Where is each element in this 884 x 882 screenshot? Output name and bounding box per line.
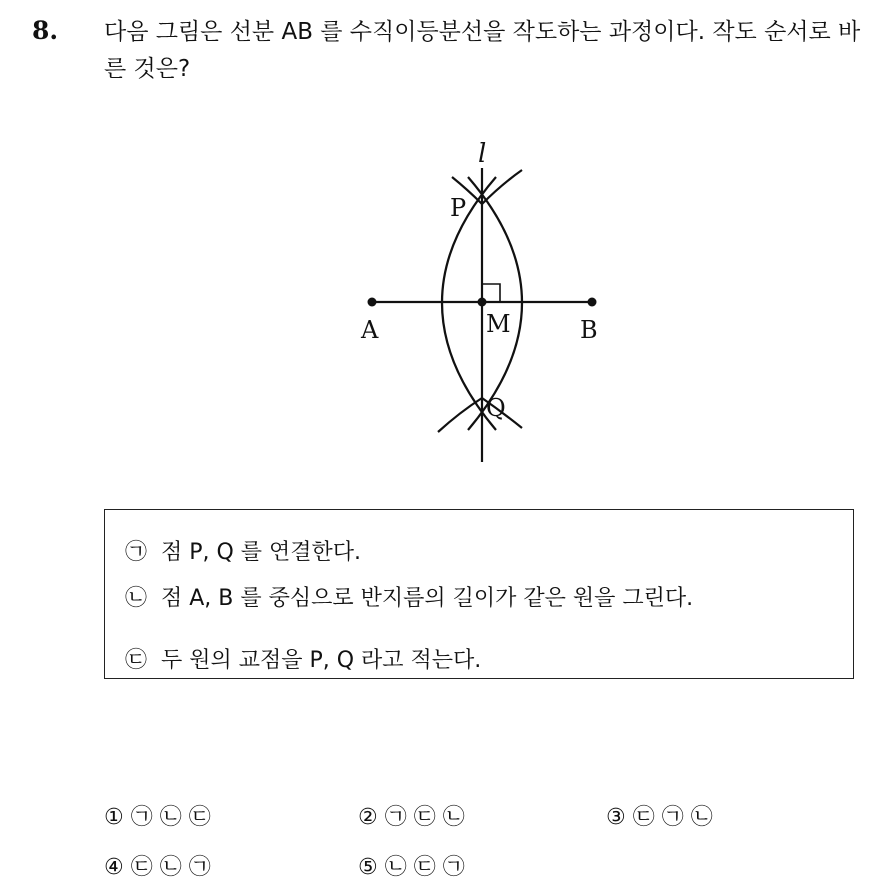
label-q: Q bbox=[486, 394, 506, 422]
label-p: P bbox=[450, 194, 467, 222]
question-number: 8. bbox=[32, 16, 59, 45]
choice-4-sequence: ㉢ ㉡ ㉠ bbox=[130, 855, 211, 880]
step-1-marker: ㉠ bbox=[125, 540, 148, 565]
step-1 bbox=[125, 536, 361, 570]
choice-3[interactable] bbox=[606, 800, 713, 831]
choice-4-number: ④ bbox=[104, 855, 124, 880]
label-l: l bbox=[478, 140, 487, 169]
question-text: 다음 그림은 선분 AB 를 수직이등분선을 작도하는 과정이다. 작도 순서로 바른 것은? bbox=[104, 19, 861, 82]
step-2 bbox=[125, 582, 725, 616]
step-3-text: 두 원의 교점을 P, Q 라고 적는다. bbox=[161, 648, 482, 673]
step-2-marker: ㉡ bbox=[125, 586, 148, 611]
steps-box bbox=[104, 509, 854, 679]
choice-2-sequence: ㉠ ㉢ ㉡ bbox=[384, 805, 465, 830]
choice-3-number: ③ bbox=[606, 805, 626, 830]
construction-figure bbox=[330, 140, 610, 470]
choice-4[interactable] bbox=[104, 850, 211, 881]
choice-1-number: ① bbox=[104, 805, 124, 830]
choice-3-sequence: ㉢ ㉠ ㉡ bbox=[632, 805, 713, 830]
point-a-dot bbox=[368, 298, 377, 307]
choice-5-sequence: ㉡ ㉢ ㉠ bbox=[384, 855, 465, 880]
point-b-dot bbox=[588, 298, 597, 307]
point-m-dot bbox=[478, 298, 487, 307]
choice-2-number: ② bbox=[358, 805, 378, 830]
label-m: M bbox=[486, 310, 511, 338]
arc-from-a bbox=[468, 177, 522, 430]
choice-1[interactable] bbox=[104, 800, 211, 831]
step-3-marker: ㉢ bbox=[125, 648, 148, 673]
choice-5[interactable] bbox=[358, 850, 465, 881]
step-3 bbox=[125, 644, 481, 678]
label-a: A bbox=[361, 316, 379, 344]
label-b: B bbox=[580, 316, 598, 344]
choice-2[interactable] bbox=[358, 800, 465, 831]
choice-1-sequence: ㉠ ㉡ ㉢ bbox=[130, 805, 211, 830]
choice-5-number: ⑤ bbox=[358, 855, 378, 880]
step-2-text: 점 A, B 를 중심으로 반지름의 길이가 같은 원을 그린다. bbox=[161, 586, 694, 611]
arc-tail-bottom-left bbox=[438, 398, 482, 432]
step-1-text: 점 P, Q 를 연결한다. bbox=[161, 540, 362, 565]
